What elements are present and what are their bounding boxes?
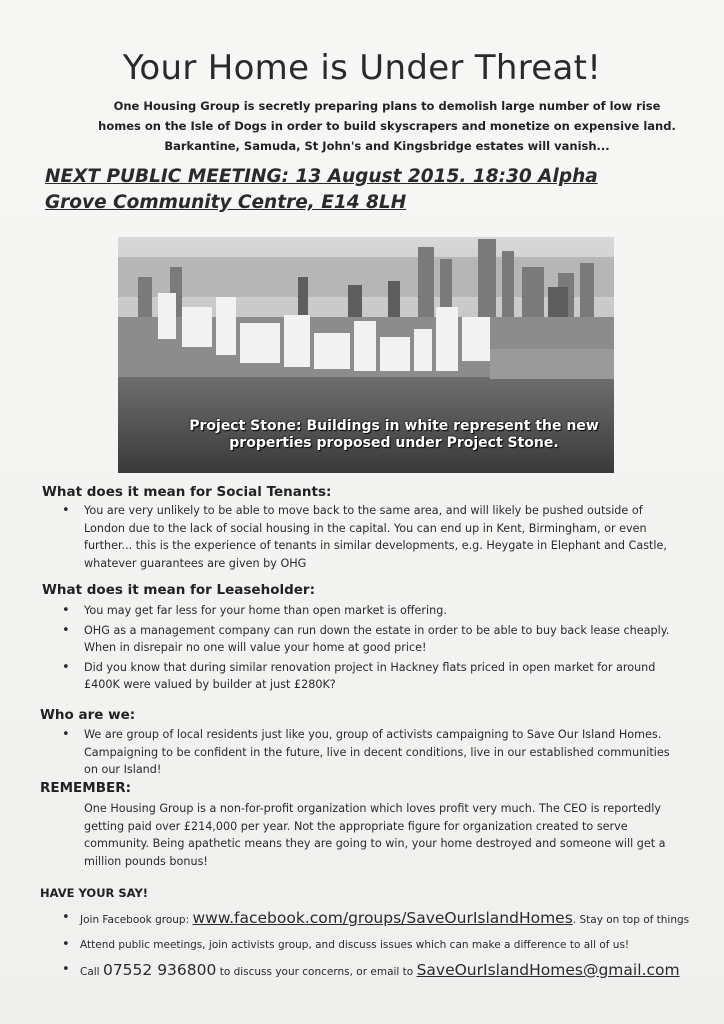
skyline-photo bbox=[118, 237, 614, 473]
tenants-list bbox=[60, 502, 685, 574]
list-item: • Did you know that during similar renovation project in Hackney flats priced in open market for around £400K were valued by builder at just £280K? bbox=[60, 659, 685, 694]
section-heading-remember: REMEMBER: bbox=[40, 780, 132, 796]
leaseholder-list bbox=[60, 602, 685, 696]
list-item: • We are group of local residents just like you, group of activists campaigning to Save Our Island Homes. Campaigning to be confident in the future, live in decent conditions, live in our established communities on our Island! bbox=[60, 726, 685, 779]
section-heading-say: HAVE YOUR SAY! bbox=[40, 886, 149, 900]
list-item: • OHG as a management company can run down the estate in order to be able to buy back lease cheaply. When in disrepair no one will value your home at good price! bbox=[60, 622, 685, 657]
list-item bbox=[60, 960, 700, 982]
phone-number[interactable]: 07552 936800 bbox=[102, 961, 217, 979]
facebook-suffix: . Stay on top of things bbox=[572, 914, 690, 926]
list-item: • You may get far less for your home than open market is offering. bbox=[60, 602, 685, 620]
remember-text: One Housing Group is a non-for-profit organization which loves profit very much. The CEO is reportedly getting paid over £214,000 per year. Not the appropriate figure for organization created to serve community. Being apathetic means they are going to win, your home destroyed and someone will get a million pounds bonus! bbox=[84, 802, 666, 868]
section-heading-who: Who are we: bbox=[40, 707, 136, 723]
list-item: • Attend public meetings, join activists group, and discuss issues which can make a difference to all of us! bbox=[60, 935, 700, 955]
list-item: • You are very unlikely to be able to move back to the same area, and will likely be pushed outside of London due to the lack of social housing in the capital. You can end up in Kent, Birmingham, or even further... this is the experience of tenants in similar developments, e.g. Heygate in Elephant and Castle, whatever guarantees are given by OHG bbox=[60, 502, 685, 572]
facebook-link[interactable]: www.facebook.com/groups/SaveOurIslandHomes bbox=[192, 909, 573, 927]
section-heading-leaseholder: What does it mean for Leaseholder: bbox=[42, 582, 315, 598]
facebook-prefix: Join Facebook group: bbox=[80, 914, 193, 926]
section-heading-tenants: What does it mean for Social Tenants: bbox=[42, 484, 332, 500]
intro-text: One Housing Group is secretly preparing plans to demolish large number of low rise homes on the Isle of Dogs in order to build skyscrapers and monetize on expensive land. Barkantine, Samuda, St John's and Kingsbridge estates will vanish... bbox=[98, 99, 676, 153]
call-middle: to discuss your concerns, or email to bbox=[216, 966, 417, 978]
email-link[interactable]: SaveOurIslandHomes@gmail.com bbox=[416, 961, 680, 979]
photo-caption: Project Stone: Buildings in white represent the new properties proposed under Project Stone. bbox=[189, 418, 599, 451]
meeting-announcement: NEXT PUBLIC MEETING: 13 August 2015. 18:30 Alpha Grove Community Centre, E14 8LH bbox=[45, 166, 598, 213]
call-prefix: Call bbox=[80, 966, 103, 978]
page-title: Your Home is Under Threat! bbox=[122, 48, 602, 88]
list-item bbox=[60, 908, 700, 930]
say-list bbox=[60, 908, 700, 987]
who-list bbox=[60, 726, 685, 781]
